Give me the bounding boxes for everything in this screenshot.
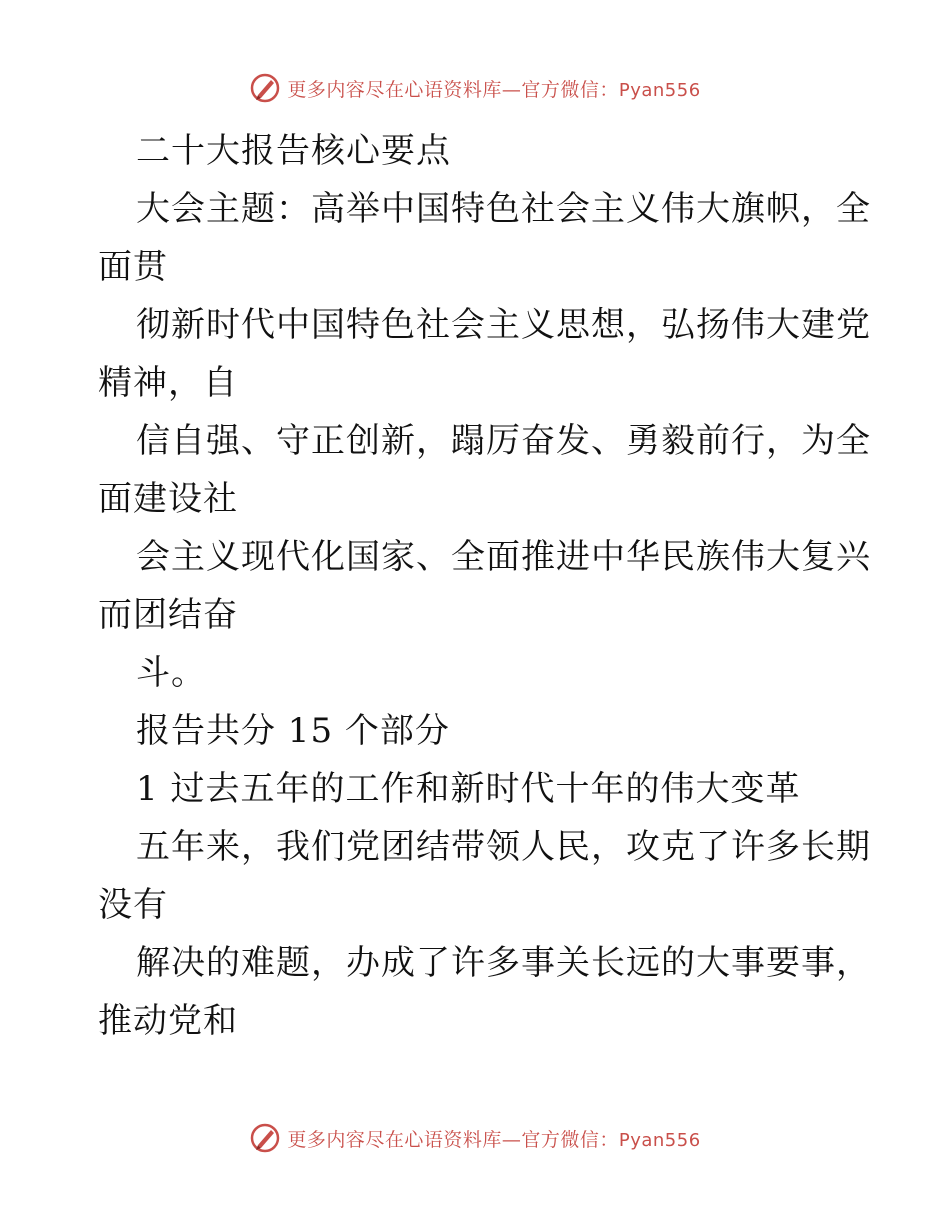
header-banner-id: Pyan556	[618, 79, 701, 101]
footer-banner-text: 更多内容尽在心语资料库—官方微信：Pyan556	[287, 1128, 701, 1151]
doc-title: 二十大报告核心要点	[136, 131, 451, 171]
text-line: 大会主题：高举中国特色社会主义伟大旗帜，全	[136, 189, 871, 229]
text-line: 信自强、守正创新，蹋厉奋发、勇毅前行，为全	[136, 421, 871, 461]
text-line: 彻新时代中国特色社会主义思想，弘扬伟大建党	[136, 305, 871, 345]
text-line: 会主义现代化国家、全面推进中华民族伟大复兴	[136, 537, 871, 577]
text-line: 五年来，我们党团结带领人民，攻克了许多长期	[136, 827, 871, 867]
header-banner-text: 更多内容尽在心语资料库—官方微信：Pyan556	[287, 78, 701, 101]
text-line: 没有	[98, 885, 168, 925]
text-line: 精神，自	[98, 363, 238, 403]
header-banner	[0, 72, 950, 104]
section-heading: 1 过去五年的工作和新时代十年的伟大变革	[136, 769, 801, 809]
text-line: 解决的难题，办成了许多事关长远的大事要事，	[136, 943, 871, 983]
text-line: 推动党和	[98, 1001, 238, 1041]
pen-logo-icon	[249, 72, 281, 104]
text-line: 面贯	[98, 247, 168, 287]
footer-banner	[0, 1122, 950, 1154]
text-line: 面建设社	[98, 479, 238, 519]
text-line: 报告共分 15 个部分	[136, 711, 450, 751]
pen-logo-icon	[249, 1122, 281, 1154]
text-line: 而团结奋	[98, 595, 238, 635]
footer-banner-id: Pyan556	[618, 1129, 701, 1151]
document-body	[98, 122, 871, 1050]
text-line: 斗。	[136, 653, 206, 693]
